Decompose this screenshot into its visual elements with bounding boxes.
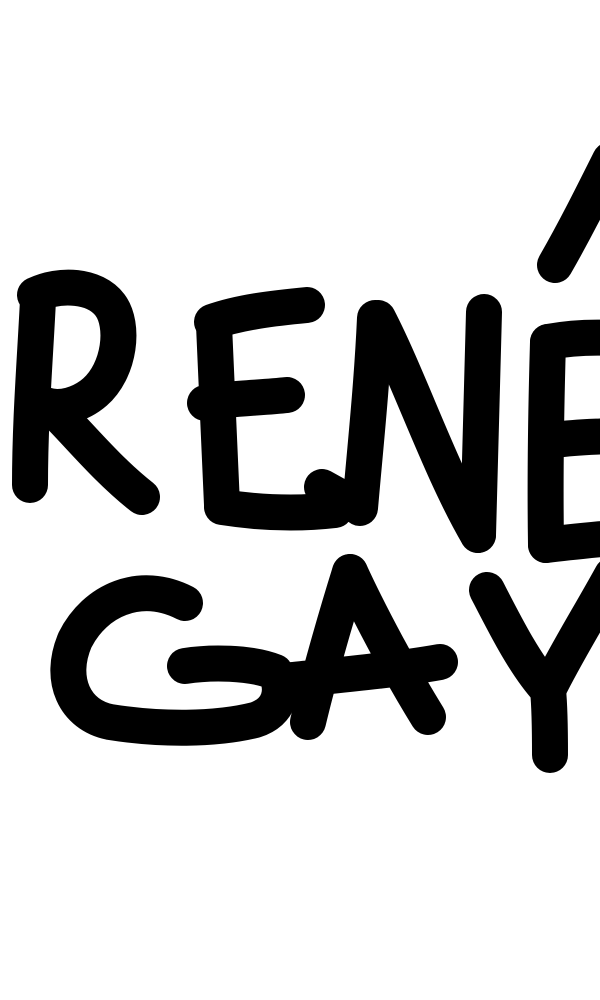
letter-e2-strokes bbox=[546, 160, 600, 545]
acute-accent-stroke bbox=[555, 160, 600, 265]
letter-g-strokes bbox=[68, 593, 279, 727]
letter-e1-strokes bbox=[205, 305, 340, 512]
letter-a-strokes bbox=[292, 572, 440, 722]
letter-n-strokes bbox=[360, 312, 484, 535]
letter-y-strokes bbox=[487, 575, 600, 755]
letter-r-strokes bbox=[30, 288, 142, 497]
